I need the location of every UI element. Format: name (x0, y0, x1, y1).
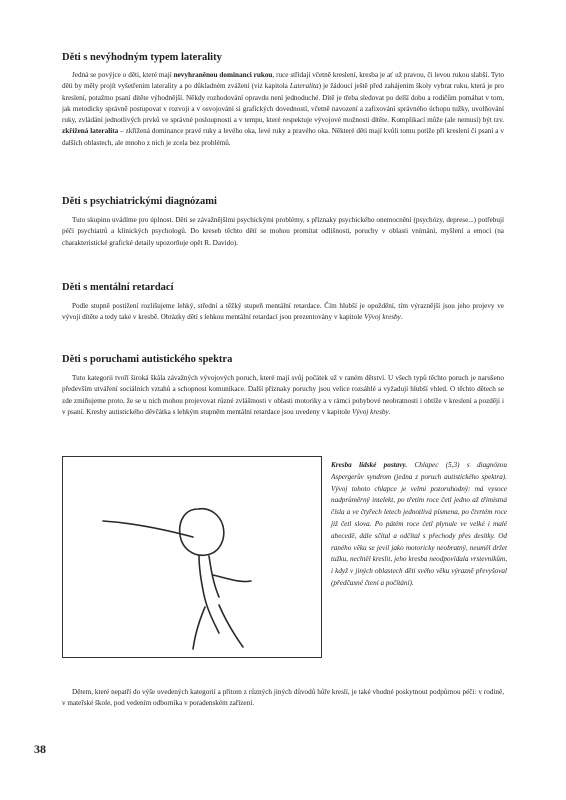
paragraph-psychiatric: Tuto skupinu uvádíme pro úplnost. Děti se závažnějšími psychickými problémy, s příznaky psychického onemocnění (psychózy, deprese...) potřebují péči psychiatrů a klinických psychologů. Do kreseb těchto dětí se mohou promítat odlišnosti, poruchy v oblasti vnímání, myšlení a emocí (na charakteristické grafické detaily upozorňuje opět R. Davido). (62, 216, 504, 247)
section-heading-psychiatric: Děti s psychiatrickými diagnózami (62, 196, 217, 207)
paragraph-retardation: Podle stupně postižení rozlišujeme lehký, střední a těžký stupeň mentální retardace. Čím hlubší je opoždění, tím výraznější jsou jeho projevy ve vývoji dítěte a tedy také v kresbě. Obrázky dětí s lehkou mentální retardací jsou prezentovány v kapitole Vývoj kresby. (62, 302, 504, 322)
section-heading-autism: Děti s poruchami autistického spektra (62, 354, 233, 365)
child-human-figure-drawing (63, 457, 321, 657)
figure-drawing-frame (62, 456, 322, 658)
figure-caption: Kresba lidské postavy. Chlapec (5,3) s diagnózou Aspergerův syndrom (jedna z poruch autistického spektra). Vývoj tohoto chlapce je velmi pozoruhodný: má vysoce nadprůměrný intelekt, po třetím roce četl jedno až třímístná čísla a ve čtyřech letech jednotlivá písmena, po čtvrtém roce již četl slova. Po pátém roce četl plynule ve velké i malé abecedě, dále sčítal a odčítal s přechody přes desítky. Od raného věku se jevil jako motoricky neobratný, neuměl držet tužku, nechtěl kreslit, jeho kresba neodpovídala vrstevníkům, i když v jiných oblastech děti svého věku výrazně převyšoval (předčasné čtení a počítání). (331, 461, 507, 587)
section-heading-laterality: Děti s nevýhodným typem laterality (62, 52, 222, 63)
paragraph-autism: Tuto kategorii tvoří široká škála závažných vývojových poruch, které mají svůj počátek už v raném dětství. U všech typů těchto poruch je narušeno především utváření sociálních vztahů a schopnost komunikace. Další příznaky poruchy jsou velice rozsáhlé a vyžadují hlubší vhled. O těchto dětech se zde zmiňujeme proto, že se u nich mohou projevovat různé zvláštnosti v oblasti motoriky a v rámci pohybové neobratnosti i obtíže v kreslení a později i v psaní. Kresby autistického děvčátka s lehkým stupněm mentální retardace jsou uvedeny v kapitole Vývoj kresby. (62, 374, 504, 416)
paragraph-laterality: Jedná se povýjce o děti, které mají nevyhraněnou dominanci rukou, ruce střídají včetně kreslení, kresba je ať už pravou, či levou rukou slabší. Tyto děti by měly projít vyšetřením laterality a po důkladném zvážení (viz kapitola Lateralita) je žádoucí ještě před zahájením školy vybrat ruku, která je pro kreslení, potažmo psaní dítěte výhodnější. Někdy rozhodování opravdu není jednoduché. Dítě je třeba sledovat po delší dobu a rodičům pomáhat v tom, jak metodicky správně postupovat v rozvoji a v osvojování si grafických dovedností, včetně navození a zafixování správného úchopu tužky, uvolňování ruky, zvládání jednotlivých prvků ve správné posloupnosti a v tempu, které respektuje vývojové možnosti dítěte. Komplikací může (ale nemusí) být tzv. zkřížená lateralita – zkřížená dominance pravé ruky a levého oka, levé ruky a pravého oka. Některé děti mají kvůli tomu potíže při kreslení či psaní a v dalších oblastech, ale mnoho z nich je zcela bez problémů. (62, 71, 504, 147)
section-heading-retardation: Děti s mentální retardací (62, 282, 174, 293)
page-number: 38 (34, 742, 46, 756)
paragraph-closing: Dětem, které nepatří do výše uvedených kategorií a přitom z různých jiných důvodů hůře kreslí, je také vhodné poskytnout podpůrnou péči: v rodině, v mateřské škole, pod vedením odborníka v poradenském zařízení. (62, 688, 504, 708)
